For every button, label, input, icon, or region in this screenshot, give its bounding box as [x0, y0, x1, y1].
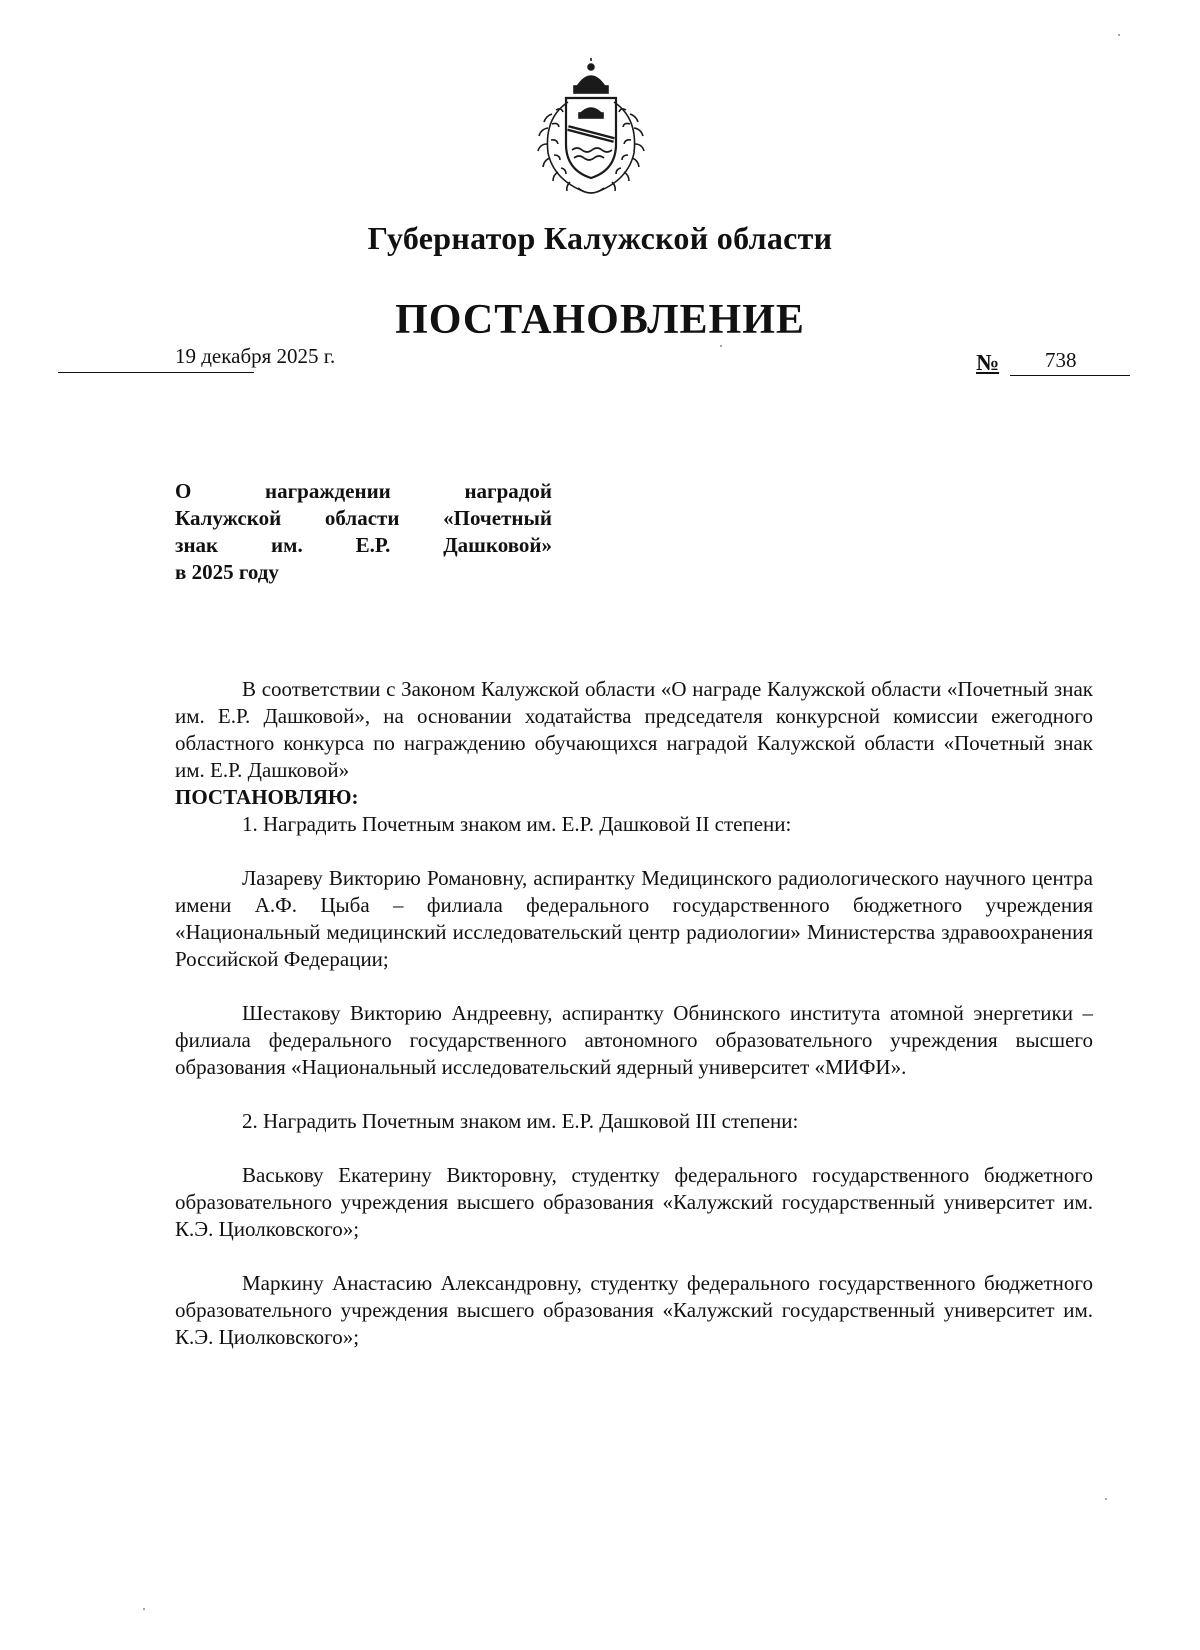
scan-speck	[1118, 34, 1120, 36]
awardee-paragraph: Васькову Екатерину Викторовну, студентку федерального государственного бюджетного образовательного учреждения высшего образования «Калужский государственный университет им. К.Э. Циолковского»;	[175, 1163, 1093, 1241]
preamble-paragraph: В соответствии с Законом Калужской области «О награде Калужской области «Почетный знак им. Е.Р. Дашковой», на основании ходатайства председателя конкурсной комиссии ежегодного областного конкурса по награждению обучающихся наградой Калужской области «Почетный знак им. Е.Р. Дашковой»	[175, 677, 1093, 782]
subject-line: знак им. Е.Р. Дашковой»	[175, 533, 552, 557]
awardee-paragraph: Маркину Анастасию Александровну, студентку федерального государственного бюджетного образовательного учреждения высшего образования «Калужский государственный университет им. К.Э. Циолковского»;	[175, 1271, 1093, 1349]
date-underline	[58, 372, 254, 373]
scan-speck	[720, 345, 722, 347]
subject-line: О награждении наградой	[175, 479, 552, 503]
issuing-authority: Губернатор Калужской области	[367, 220, 833, 256]
subject-line: в 2025 году	[175, 560, 279, 584]
item-2-heading: 2. Наградить Почетным знаком им. Е.Р. Дашковой III степени:	[242, 1109, 799, 1133]
document-date: 19 декабря 2025 г.	[175, 344, 336, 368]
scan-speck	[1105, 1498, 1107, 1500]
awardee-paragraph: Шестакову Викторию Андреевну, аспирантку Обнинского института атомной энергетики – филиала федерального государственного автономного образовательного учреждения высшего образования «Национальный исследовательский ядерный университет «МИФИ».	[175, 1001, 1093, 1079]
awardee-paragraph: Лазареву Викторию Романовну, аспирантку Медицинского радиологического научного центра имени А.Ф. Цыба – филиала федерального государственного бюджетного учреждения «Национальный медицинский исследовательский центр радиологии» Министерства здравоохранения Российской Федерации;	[175, 866, 1093, 971]
scan-speck	[143, 1608, 145, 1610]
subject-line: Калужской области «Почетный	[175, 506, 552, 530]
number-underline	[1010, 375, 1130, 376]
number-sign: №	[976, 350, 1000, 375]
coat-of-arms-kaluga-icon	[530, 58, 652, 200]
item-1-heading: 1. Наградить Почетным знаком им. Е.Р. Дашковой II степени:	[242, 812, 792, 836]
document-type-title: ПОСТАНОВЛЕНИЕ	[395, 297, 805, 343]
resolve-word: ПОСТАНОВЛЯЮ:	[175, 785, 359, 809]
document-subject	[175, 478, 552, 586]
document-number: 738	[1045, 348, 1077, 372]
document-body	[175, 676, 1093, 1351]
